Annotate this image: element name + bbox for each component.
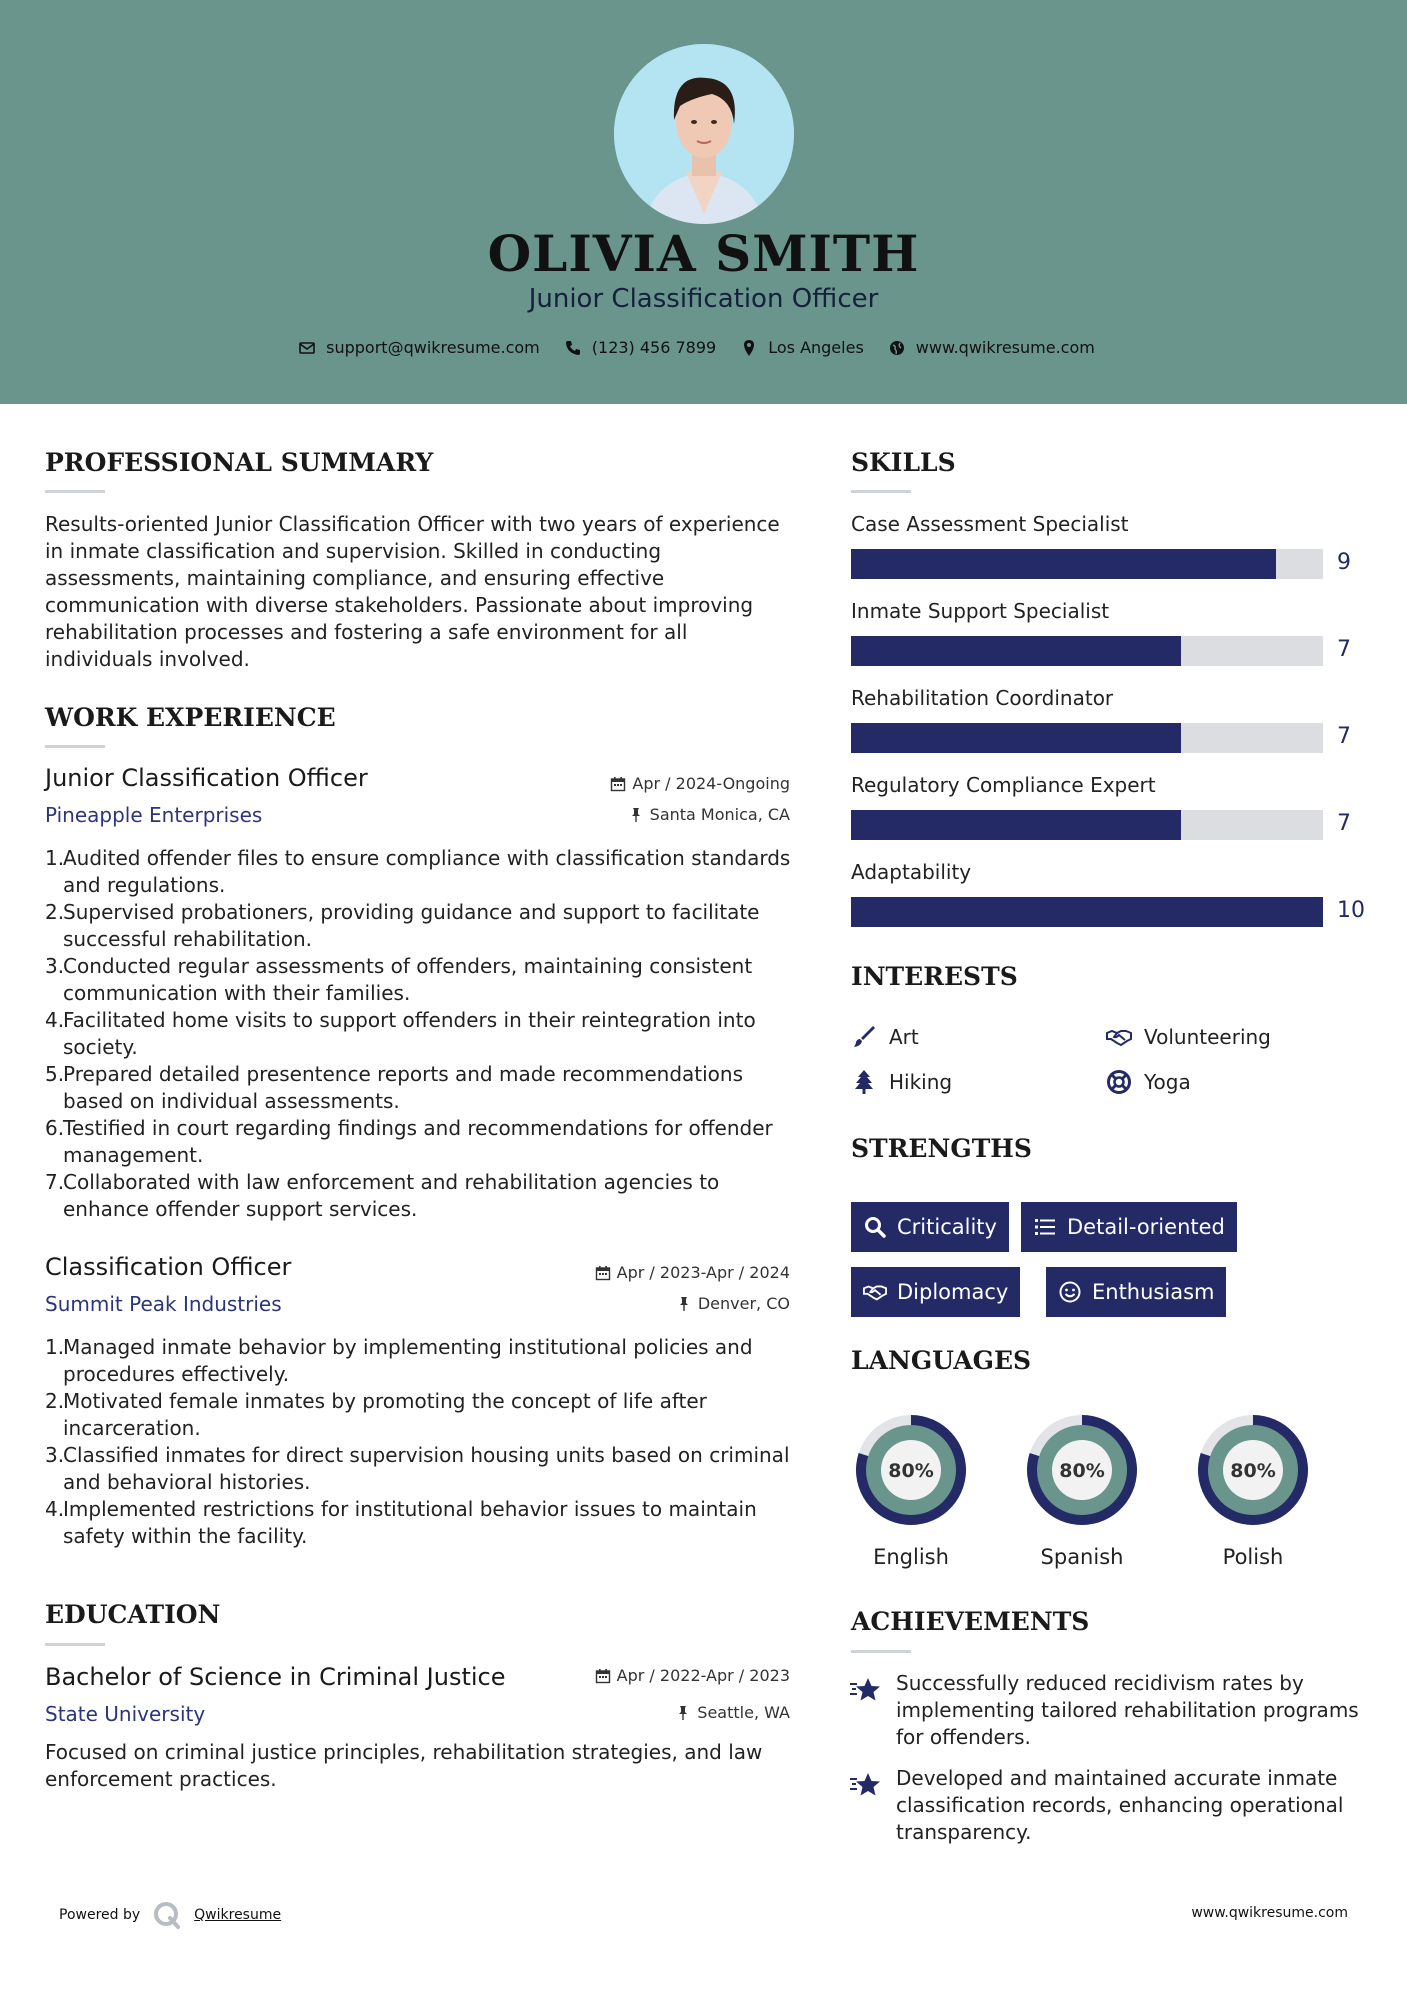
company-name: Summit Peak Industries bbox=[45, 1292, 282, 1316]
company-name: Pineapple Enterprises bbox=[45, 803, 263, 827]
language-name: English bbox=[873, 1545, 949, 1569]
contact-bar bbox=[0, 338, 1407, 357]
skill-bar-track bbox=[851, 549, 1323, 579]
skill-bar-fill bbox=[851, 897, 1323, 927]
job-location bbox=[520, 805, 790, 824]
list-item: 7. Collaborated with law enforcement and rehabilitation agencies to enhance offender support services. bbox=[45, 1170, 720, 1221]
school-name: State University bbox=[45, 1702, 206, 1726]
avatar bbox=[614, 44, 794, 224]
language-name: Polish bbox=[1222, 1545, 1284, 1569]
candidate-name: OLIVIA SMITH bbox=[487, 224, 920, 283]
skill-value: 10 bbox=[1337, 898, 1365, 923]
skill-bar-fill bbox=[851, 723, 1181, 753]
handshake-icon bbox=[863, 1280, 887, 1304]
qwikresume-logo-icon bbox=[152, 1900, 182, 1930]
footer-brand-link[interactable]: Qwikresume bbox=[194, 1907, 282, 1923]
summary-heading: PROFESSIONAL SUMMARY bbox=[45, 448, 434, 477]
calendar-icon bbox=[610, 776, 626, 792]
skill-value: 7 bbox=[1337, 811, 1351, 836]
skill-value: 7 bbox=[1337, 724, 1351, 749]
education-dates bbox=[520, 1666, 790, 1685]
language-ring bbox=[1021, 1409, 1143, 1531]
list-item: 6. Testified in court regarding findings and recommendations for offender management. bbox=[45, 1116, 773, 1167]
phone-icon bbox=[564, 339, 582, 357]
map-pin-icon bbox=[740, 339, 758, 357]
resume-header bbox=[0, 0, 1407, 404]
list-item: 4. Facilitated home visits to support offenders in their reintegration into society. bbox=[45, 1008, 756, 1059]
job-location bbox=[520, 1294, 790, 1313]
strength-chip: Criticality bbox=[851, 1202, 1009, 1252]
education-location-text: Seattle, WA bbox=[697, 1703, 790, 1722]
list-item: 4. Implemented restrictions for institutional behavior issues to maintain safety within the facility. bbox=[45, 1497, 757, 1548]
job-dates bbox=[520, 1263, 790, 1282]
section-divider bbox=[45, 1643, 105, 1646]
languages-heading: LANGUAGES bbox=[851, 1346, 1032, 1375]
interests-heading: INTERESTS bbox=[851, 962, 1018, 991]
degree-title: Bachelor of Science in Criminal Justice bbox=[45, 1663, 506, 1691]
skill-bar-fill bbox=[851, 549, 1276, 579]
section-divider bbox=[851, 1650, 911, 1653]
list-icon bbox=[1033, 1215, 1057, 1239]
education-text: Focused on criminal justice principles, rehabilitation strategies, and law enforcement practices. bbox=[45, 1740, 763, 1791]
education-heading: EDUCATION bbox=[45, 1600, 221, 1629]
list-item: 2. Motivated female inmates by promoting the concept of life after incarceration. bbox=[45, 1389, 707, 1440]
skill-bar-fill bbox=[851, 636, 1181, 666]
language-ring bbox=[1192, 1409, 1314, 1531]
skill-bar-fill bbox=[851, 810, 1181, 840]
language-percent-label: 80% bbox=[888, 1460, 934, 1482]
education-dates-text: Apr / 2022-Apr / 2023 bbox=[616, 1666, 790, 1685]
paintbrush-icon bbox=[851, 1024, 877, 1050]
job-dates-text: Apr / 2023-Apr / 2024 bbox=[616, 1263, 790, 1282]
achievement-item: Successfully reduced recidivism rates by implementing tailored rehabilitation programs for offenders. bbox=[896, 1671, 1359, 1749]
skill-name: Regulatory Compliance Expert bbox=[851, 773, 1156, 797]
language-name: Spanish bbox=[1040, 1545, 1124, 1569]
skill-name: Inmate Support Specialist bbox=[851, 599, 1110, 623]
summary-text: Results-oriented Junior Classification Officer with two years of experience in inmate classification and supervision. Skilled in conducting assessments, maintaining compliance, and ensuring effective communication with diverse stakeholders. Passionate about improving rehabilitation processes and fostering a safe environment for all individuals involved. bbox=[45, 512, 780, 671]
job-title: Classification Officer bbox=[45, 1253, 292, 1281]
star-icon bbox=[849, 1675, 883, 1705]
skill-bar-track bbox=[851, 897, 1323, 927]
contact-phone[interactable]: (123) 456 7899 bbox=[591, 338, 717, 357]
pushpin-icon bbox=[628, 807, 644, 823]
candidate-title: Junior Classification Officer bbox=[528, 284, 879, 314]
skills-heading: SKILLS bbox=[851, 448, 956, 477]
interest-art: Art bbox=[851, 1024, 919, 1050]
list-item: 1. Managed inmate behavior by implementing institutional policies and procedures effectively. bbox=[45, 1335, 753, 1386]
interest-volunteering: Volunteering bbox=[1106, 1024, 1271, 1050]
search-icon bbox=[863, 1215, 887, 1239]
job-location-text: Santa Monica, CA bbox=[649, 805, 790, 824]
skill-name: Adaptability bbox=[851, 860, 972, 884]
tree-icon bbox=[851, 1069, 877, 1095]
star-icon bbox=[849, 1770, 883, 1800]
job-dates-text: Apr / 2024-Ongoing bbox=[632, 774, 790, 793]
contact-location: Los Angeles bbox=[768, 338, 864, 357]
strength-chip: Enthusiasm bbox=[1046, 1267, 1226, 1317]
job-bullets bbox=[45, 845, 800, 1223]
skill-value: 7 bbox=[1337, 637, 1351, 662]
pushpin-icon bbox=[676, 1296, 692, 1312]
education-location bbox=[520, 1703, 790, 1722]
job-location-text: Denver, CO bbox=[697, 1294, 790, 1313]
language-percent-label: 80% bbox=[1230, 1460, 1276, 1482]
footer-powered-by: Powered by Qwikresume bbox=[59, 1900, 281, 1930]
lifering-icon bbox=[1106, 1069, 1132, 1095]
section-divider bbox=[45, 745, 105, 748]
calendar-icon bbox=[595, 1265, 611, 1281]
globe-icon bbox=[888, 339, 906, 357]
achievements-heading: ACHIEVEMENTS bbox=[851, 1607, 1090, 1636]
job-dates bbox=[520, 774, 790, 793]
section-divider bbox=[45, 490, 105, 493]
list-item: 2. Supervised probationers, providing guidance and support to facilitate successful rehabilitation. bbox=[45, 900, 760, 951]
envelope-icon bbox=[298, 339, 316, 357]
strength-chip: Detail-oriented bbox=[1021, 1202, 1237, 1252]
skill-name: Case Assessment Specialist bbox=[851, 512, 1129, 536]
experience-heading: WORK EXPERIENCE bbox=[45, 703, 336, 732]
interest-hiking: Hiking bbox=[851, 1069, 952, 1095]
skill-value: 9 bbox=[1337, 550, 1351, 575]
interest-yoga: Yoga bbox=[1106, 1069, 1191, 1095]
language-percent-label: 80% bbox=[1059, 1460, 1105, 1482]
handshake-icon bbox=[1106, 1024, 1132, 1050]
language-ring bbox=[850, 1409, 972, 1531]
job-title: Junior Classification Officer bbox=[45, 764, 368, 792]
contact-website[interactable]: www.qwikresume.com bbox=[915, 338, 1095, 357]
skill-bar-track bbox=[851, 723, 1323, 753]
smile-icon bbox=[1058, 1280, 1082, 1304]
skill-bar-track bbox=[851, 636, 1323, 666]
contact-email[interactable]: support@qwikresume.com bbox=[326, 338, 540, 357]
list-item: 3. Classified inmates for direct supervision housing units based on criminal and behavioral histories. bbox=[45, 1443, 790, 1494]
strength-chip: Diplomacy bbox=[851, 1267, 1020, 1317]
strengths-heading: STRENGTHS bbox=[851, 1134, 1032, 1163]
list-item: 1. Audited offender files to ensure compliance with classification standards and regulations. bbox=[45, 846, 791, 897]
pushpin-icon bbox=[675, 1705, 691, 1721]
list-item: 5. Prepared detailed presentence reports and made recommendations based on individual assessments. bbox=[45, 1062, 744, 1113]
list-item: 3. Conducted regular assessments of offenders, maintaining consistent communication with their families. bbox=[45, 954, 753, 1005]
achievement-item: Developed and maintained accurate inmate classification records, enhancing operational transparency. bbox=[896, 1766, 1344, 1844]
skill-bar-track bbox=[851, 810, 1323, 840]
section-divider bbox=[851, 490, 911, 493]
skill-name: Rehabilitation Coordinator bbox=[851, 686, 1114, 710]
job-bullets bbox=[45, 1334, 800, 1550]
profile-photo bbox=[614, 44, 794, 224]
calendar-icon bbox=[595, 1668, 611, 1684]
footer-website[interactable]: www.qwikresume.com bbox=[1191, 1905, 1348, 1921]
